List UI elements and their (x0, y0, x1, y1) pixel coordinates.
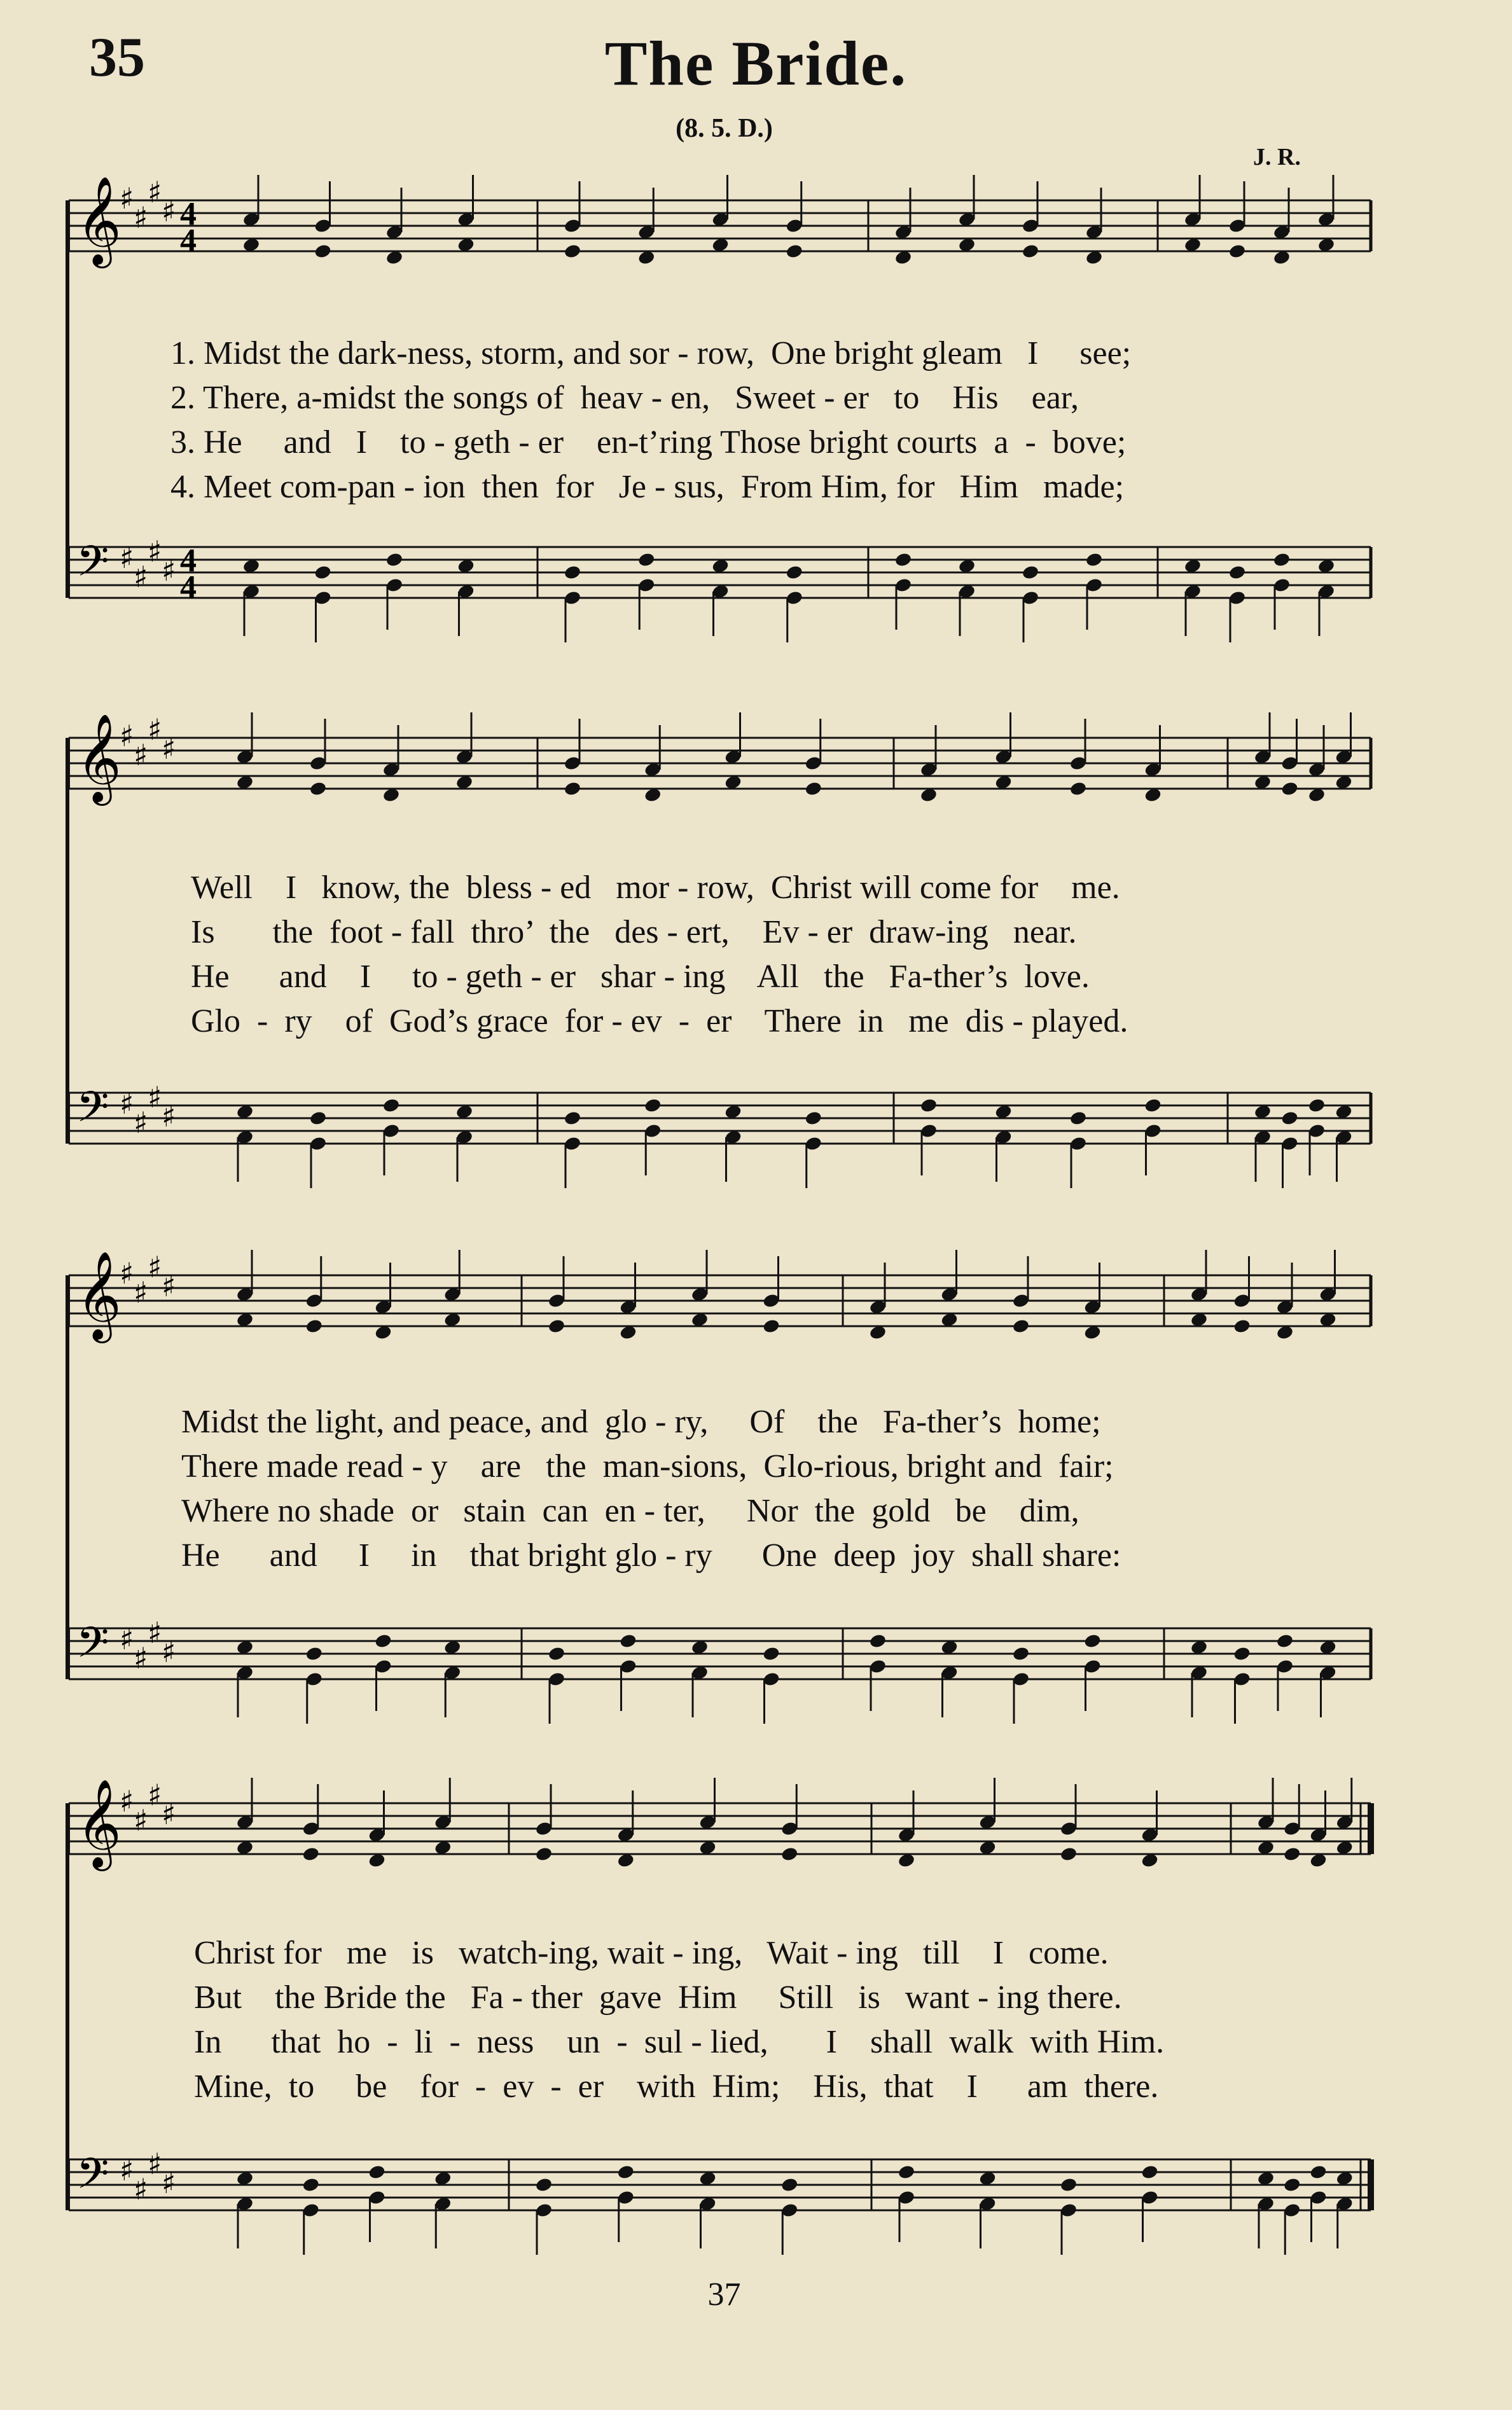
page-number: 37 (707, 2276, 741, 2313)
note-head (644, 1097, 662, 1113)
time-signature-top: 4 (180, 196, 197, 232)
note-head (314, 564, 332, 580)
sharp-accidental: ♯ (120, 719, 134, 753)
lyric-line: Mine, to be for - ev - er with Him; His, that I am there. (194, 2068, 1159, 2105)
note-head (564, 243, 582, 259)
sharp-accidental: ♯ (134, 738, 148, 772)
note-head (374, 1633, 392, 1649)
sharp-accidental: ♯ (148, 1616, 162, 1650)
note-head (804, 780, 822, 796)
note-head (1283, 1846, 1301, 1862)
note-head (1283, 2177, 1301, 2192)
note-head (305, 1645, 323, 1661)
sharp-accidental: ♯ (134, 1105, 148, 1140)
note-head (920, 1097, 938, 1113)
note-head (1060, 2177, 1078, 2192)
treble-clef: 𝄞 (76, 176, 121, 265)
sharp-accidental: ♯ (162, 1099, 176, 1133)
sharp-accidental: ♯ (162, 1269, 176, 1303)
note-head (762, 1318, 780, 1334)
lyric-line: Well I know, the bless - ed mor - row, Christ will come for me. (191, 869, 1120, 906)
lyric-line: Christ for me is watch-ing, wait - ing, Wait - ing till I come. (194, 1935, 1109, 1971)
sharp-accidental: ♯ (134, 1275, 148, 1310)
treble-clef: 𝄞 (76, 1779, 121, 1867)
lyric-line: 1. Midst the dark-ness, storm, and sor - row, One bright gleam I see; (170, 335, 1132, 371)
note-head (1022, 564, 1040, 580)
sharp-accidental: ♯ (134, 1803, 148, 1838)
note-head (564, 564, 582, 580)
sharp-accidental: ♯ (162, 553, 176, 588)
note-head (1085, 551, 1104, 567)
note-head (1280, 1110, 1299, 1126)
note-head (804, 1110, 822, 1126)
sharp-accidental: ♯ (148, 1250, 162, 1284)
sharp-accidental: ♯ (148, 175, 162, 209)
time-signature-top: 4 (180, 543, 197, 579)
sharp-accidental: ♯ (120, 1256, 134, 1291)
sharp-accidental: ♯ (162, 194, 176, 228)
note-head (385, 551, 404, 567)
note-head (535, 2177, 553, 2192)
bass-clef: 𝄢 (76, 1618, 109, 1677)
note-head (1022, 243, 1040, 259)
note-head (1309, 2164, 1328, 2180)
note-head (1069, 1110, 1088, 1126)
note-head (785, 564, 803, 580)
note-head (305, 1318, 323, 1334)
lyric-line: Glo - ry of God’s grace for - ev - er There in me dis - played. (191, 1003, 1128, 1039)
lyric-line: But the Bride the Fa - ther gave Him Still is want - ing there. (194, 1979, 1122, 2016)
note-head (1141, 2164, 1159, 2180)
note-head (309, 780, 328, 796)
note-head (1233, 1318, 1251, 1334)
note-head (535, 1846, 553, 1862)
note-head (619, 1633, 637, 1649)
note-head (869, 1633, 887, 1649)
lyric-line: 2. There, a-midst the songs of heav - en, Sweet - er to His ear, (170, 380, 1079, 416)
treble-clef: 𝄞 (76, 1251, 121, 1340)
note-head (314, 243, 332, 259)
sharp-accidental: ♯ (120, 541, 134, 575)
sharp-accidental: ♯ (148, 534, 162, 569)
lyric-line: He and I in that bright glo - ry One deep joy shall share: (181, 1537, 1121, 1574)
note-head (898, 2164, 916, 2180)
note-head (1012, 1318, 1030, 1334)
note-head (1228, 564, 1247, 580)
bass-clef: 𝄢 (76, 537, 109, 596)
note-head (309, 1110, 328, 1126)
note-head (548, 1318, 566, 1334)
sharp-accidental: ♯ (148, 1778, 162, 1812)
time-signature-bottom: 4 (180, 223, 197, 259)
note-head (302, 1846, 320, 1862)
lyric-line: 3. He and I to - geth - er en-t’ring Those bright courts a - bove; (170, 424, 1127, 461)
note-head (894, 551, 913, 567)
sharp-accidental: ♯ (148, 2147, 162, 2181)
note-head (368, 2164, 386, 2180)
lyric-line: There made read - y are the man-sions, Glo-rious, bright and fair; (181, 1448, 1114, 1485)
note-head (1228, 243, 1247, 259)
bass-clef: 𝄢 (76, 1083, 109, 1142)
lyric-line: He and I to - geth - er shar - ing All the Fa-ther’s love. (191, 959, 1090, 995)
lyric-line: Midst the light, and peace, and glo - ry, Of the Fa-ther’s home; (181, 1404, 1101, 1440)
note-head (1273, 551, 1291, 567)
sharp-accidental: ♯ (148, 1080, 162, 1114)
note-head (780, 2177, 799, 2192)
note-head (1280, 780, 1299, 796)
sharp-accidental: ♯ (120, 1086, 134, 1121)
note-head (637, 551, 656, 567)
hymn-title: The Bride. (604, 28, 908, 99)
note-head (302, 2177, 320, 2192)
sharp-accidental: ♯ (162, 1797, 176, 1831)
treble-clef: 𝄞 (76, 714, 121, 802)
lyric-line: Where no shade or stain can en - ter, Nor the gold be dim, (181, 1493, 1079, 1529)
sharp-accidental: ♯ (134, 2172, 148, 2206)
note-head (780, 1846, 799, 1862)
lyric-line: 4. Meet com-pan - ion then for Je - sus, From Him, for Him made; (170, 469, 1125, 505)
note-head (1233, 1645, 1251, 1661)
note-head (1060, 1846, 1078, 1862)
note-head (1276, 1633, 1294, 1649)
note-head (785, 243, 803, 259)
note-head (1069, 780, 1088, 796)
note-head (1083, 1633, 1102, 1649)
hymn-number: 35 (89, 27, 145, 88)
note-head (1144, 1097, 1162, 1113)
lyric-line: Is the foot - fall thro’ the des - ert, Ev - er draw-ing near. (191, 914, 1077, 950)
sharp-accidental: ♯ (120, 2153, 134, 2187)
note-head (548, 1645, 566, 1661)
sharp-accidental: ♯ (162, 1635, 176, 1669)
note-head (1308, 1097, 1326, 1113)
sharp-accidental: ♯ (134, 1641, 148, 1675)
note-head (762, 1645, 780, 1661)
author-initials: J. R. (1253, 144, 1301, 170)
note-head (616, 2164, 635, 2180)
note-head (382, 1097, 401, 1113)
sharp-accidental: ♯ (120, 1784, 134, 1818)
sharp-accidental: ♯ (134, 200, 148, 235)
sharp-accidental: ♯ (120, 1622, 134, 1656)
note-head (564, 1110, 582, 1126)
sharp-accidental: ♯ (162, 2166, 176, 2200)
meter-label: (8. 5. D.) (676, 114, 773, 143)
bass-clef: 𝄢 (76, 2149, 109, 2208)
sharp-accidental: ♯ (162, 731, 176, 766)
sharp-accidental: ♯ (148, 712, 162, 747)
lyric-line: In that ho - li - ness un - sul - lied, I shall walk with Him. (194, 2024, 1165, 2060)
time-signature-bottom: 4 (180, 569, 197, 606)
note-head (564, 780, 582, 796)
note-head (1012, 1645, 1030, 1661)
sharp-accidental: ♯ (120, 181, 134, 216)
sharp-accidental: ♯ (134, 560, 148, 594)
